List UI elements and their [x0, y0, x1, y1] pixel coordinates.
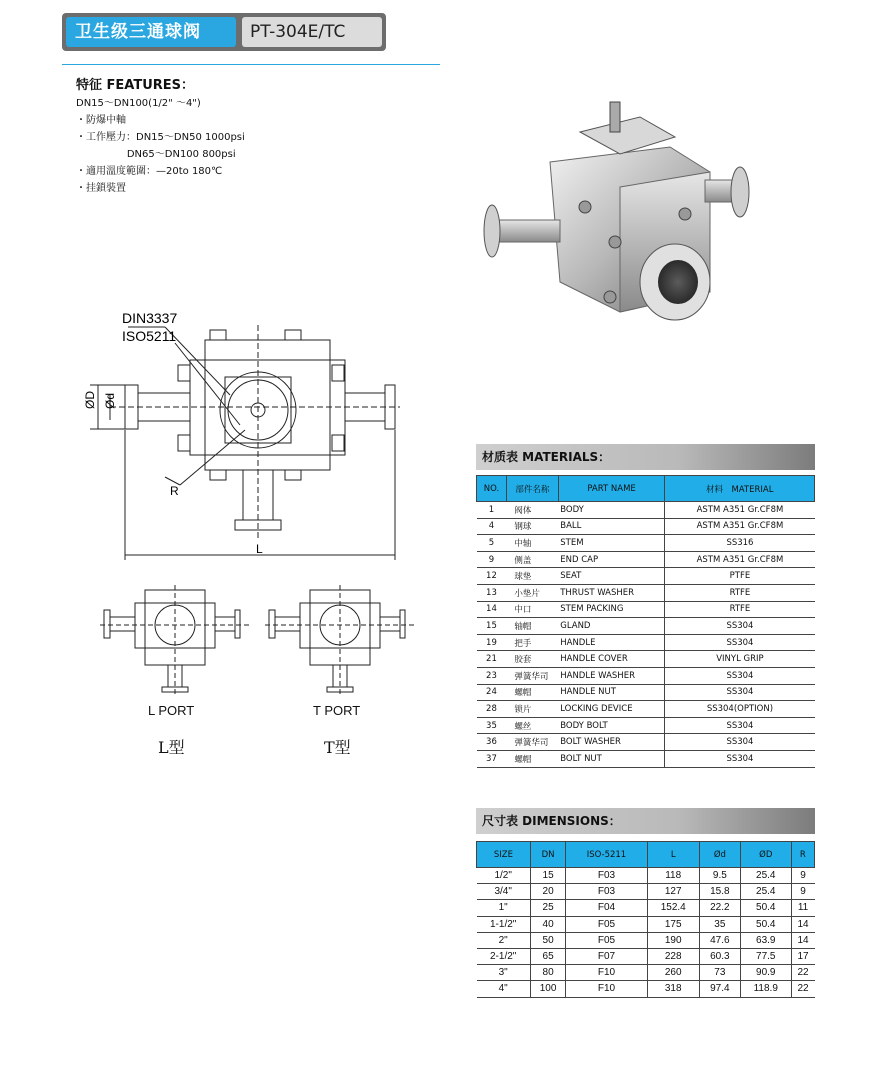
- table-row: [477, 535, 815, 552]
- row-r: 22: [791, 965, 814, 981]
- row-iso: F10: [566, 981, 647, 997]
- row-iso: F07: [566, 948, 647, 964]
- row-part-cn: 中口: [506, 601, 558, 618]
- table-row: [477, 684, 815, 701]
- table-row: [477, 667, 815, 684]
- row-part-cn: 把手: [506, 634, 558, 651]
- row-size: 2": [477, 932, 531, 948]
- row-dn: 15: [530, 868, 565, 884]
- row-part-name: HANDLE NUT: [558, 684, 665, 701]
- table-row: [477, 502, 815, 519]
- row-material: SS304: [665, 684, 815, 701]
- row-part-name: BODY: [558, 502, 665, 519]
- row-d-large: 25.4: [740, 868, 791, 884]
- col-material: 材料 MATERIAL: [665, 476, 815, 502]
- t-port-cn-label: T型: [324, 738, 351, 757]
- row-no: 14: [477, 601, 507, 618]
- feature-line: ・挂鎖裝置: [76, 183, 126, 194]
- row-part-cn: 轴帽: [506, 618, 558, 635]
- row-material: ASTM A351 Gr.CF8M: [665, 551, 815, 568]
- row-l: 190: [647, 932, 699, 948]
- header-divider: [62, 64, 440, 65]
- materials-title: 材质表 MATERIALS：: [476, 444, 815, 470]
- row-material: SS304: [665, 717, 815, 734]
- row-no: 21: [477, 651, 507, 668]
- table-row: [477, 884, 815, 900]
- row-material: RTFE: [665, 601, 815, 618]
- row-r: 14: [791, 916, 814, 932]
- row-d-large: 50.4: [740, 916, 791, 932]
- col-l: L: [647, 842, 699, 868]
- row-l: 260: [647, 965, 699, 981]
- row-d-small: 15.8: [699, 884, 740, 900]
- row-size: 4": [477, 981, 531, 997]
- std-iso: ISO5211: [122, 328, 177, 344]
- row-d-small: 97.4: [699, 981, 740, 997]
- table-row: [477, 651, 815, 668]
- features-title: 特征 FEATURES：: [76, 78, 195, 93]
- model-number: PT-304E/TC: [242, 17, 382, 47]
- table-row: [477, 551, 815, 568]
- col-iso: ISO-5211: [566, 842, 647, 868]
- t-port-label: T PORT: [313, 703, 361, 718]
- row-r: 17: [791, 948, 814, 964]
- feature-line: ・工作壓力：DN15～DN50 1000psi: [76, 132, 245, 143]
- row-material: RTFE: [665, 584, 815, 601]
- table-row: [477, 584, 815, 601]
- row-part-cn: 胶套: [506, 651, 558, 668]
- row-d-small: 60.3: [699, 948, 740, 964]
- row-part-name: BOLT WASHER: [558, 734, 665, 751]
- col-d-large: ØD: [740, 842, 791, 868]
- row-part-name: BODY BOLT: [558, 717, 665, 734]
- dim-d: Ød: [103, 392, 117, 409]
- row-part-cn: 小垫片: [506, 584, 558, 601]
- row-r: 11: [791, 900, 814, 916]
- row-part-cn: 锁片: [506, 701, 558, 718]
- row-part-name: THRUST WASHER: [558, 584, 665, 601]
- row-dn: 40: [530, 916, 565, 932]
- row-no: 36: [477, 734, 507, 751]
- row-size: 1-1/2": [477, 916, 531, 932]
- row-part-name: SEAT: [558, 568, 665, 585]
- dim-L: L: [256, 542, 263, 556]
- row-part-cn: 中轴: [506, 535, 558, 552]
- row-part-name: END CAP: [558, 551, 665, 568]
- table-row: [477, 568, 815, 585]
- row-l: 175: [647, 916, 699, 932]
- row-r: 22: [791, 981, 814, 997]
- table-row: [477, 634, 815, 651]
- dimension-drawing: [70, 305, 410, 575]
- row-d-small: 9.5: [699, 868, 740, 884]
- row-dn: 20: [530, 884, 565, 900]
- row-part-name: HANDLE: [558, 634, 665, 651]
- table-row: [477, 750, 815, 767]
- row-d-small: 22.2: [699, 900, 740, 916]
- row-part-name: BOLT NUT: [558, 750, 665, 767]
- row-size: 1": [477, 900, 531, 916]
- table-row: [477, 948, 815, 964]
- row-material: SS304: [665, 750, 815, 767]
- std-din: DIN3337: [122, 310, 178, 326]
- row-d-large: 118.9: [740, 981, 791, 997]
- row-material: SS304: [665, 734, 815, 751]
- col-part-cn: 部件名称: [506, 476, 558, 502]
- table-row: [477, 618, 815, 635]
- row-no: 15: [477, 618, 507, 635]
- row-size: 3/4": [477, 884, 531, 900]
- l-port-label: L PORT: [148, 703, 195, 718]
- row-material: SS304(OPTION): [665, 701, 815, 718]
- row-iso: F03: [566, 884, 647, 900]
- row-iso: F04: [566, 900, 647, 916]
- row-iso: F05: [566, 932, 647, 948]
- row-material: SS316: [665, 535, 815, 552]
- table-row: [477, 518, 815, 535]
- table-row: [477, 734, 815, 751]
- table-row: [477, 717, 815, 734]
- col-r: R: [791, 842, 814, 868]
- row-material: ASTM A351 Gr.CF8M: [665, 518, 815, 535]
- table-row: [477, 981, 815, 997]
- row-r: 9: [791, 884, 814, 900]
- table-row: [477, 601, 815, 618]
- feature-line: ・適用溫度範圍：—20to 180℃: [76, 166, 223, 177]
- table-row: [477, 900, 815, 916]
- row-dn: 65: [530, 948, 565, 964]
- row-d-small: 35: [699, 916, 740, 932]
- row-material: SS304: [665, 618, 815, 635]
- row-part-cn: 钢球: [506, 518, 558, 535]
- row-part-cn: 螺帽: [506, 750, 558, 767]
- row-part-name: LOCKING DEVICE: [558, 701, 665, 718]
- t-port-drawing: [265, 585, 415, 695]
- row-d-large: 50.4: [740, 900, 791, 916]
- dim-R: R: [170, 484, 179, 498]
- feature-line: ・防爆中軸: [76, 115, 126, 126]
- row-d-large: 90.9: [740, 965, 791, 981]
- row-size: 3": [477, 965, 531, 981]
- col-part-name: PART NAME: [558, 476, 665, 502]
- table-row: [477, 932, 815, 948]
- table-row: [477, 701, 815, 718]
- row-d-small: 47.6: [699, 932, 740, 948]
- row-iso: F05: [566, 916, 647, 932]
- row-dn: 25: [530, 900, 565, 916]
- row-part-cn: 螺帽: [506, 684, 558, 701]
- row-dn: 100: [530, 981, 565, 997]
- product-photo: [470, 92, 770, 342]
- row-part-name: HANDLE COVER: [558, 651, 665, 668]
- row-no: 5: [477, 535, 507, 552]
- row-d-large: 63.9: [740, 932, 791, 948]
- feature-line: DN15～DN100(1/2" ～4"): [76, 98, 201, 109]
- row-no: 13: [477, 584, 507, 601]
- row-l: 118: [647, 868, 699, 884]
- row-material: ASTM A351 Gr.CF8M: [665, 502, 815, 519]
- row-part-cn: 侧盖: [506, 551, 558, 568]
- materials-table: [476, 475, 815, 768]
- row-no: 28: [477, 701, 507, 718]
- row-iso: F10: [566, 965, 647, 981]
- product-title: 卫生级三通球阀: [66, 17, 236, 47]
- row-r: 9: [791, 868, 814, 884]
- row-no: 19: [477, 634, 507, 651]
- row-l: 152.4: [647, 900, 699, 916]
- dimensions-title: 尺寸表 DIMENSIONS：: [476, 808, 815, 834]
- row-l: 318: [647, 981, 699, 997]
- row-part-name: STEM: [558, 535, 665, 552]
- col-no: NO.: [477, 476, 507, 502]
- row-d-large: 77.5: [740, 948, 791, 964]
- row-d-small: 73: [699, 965, 740, 981]
- row-part-cn: 球垫: [506, 568, 558, 585]
- row-material: SS304: [665, 634, 815, 651]
- row-part-name: STEM PACKING: [558, 601, 665, 618]
- row-no: 24: [477, 684, 507, 701]
- col-dn: DN: [530, 842, 565, 868]
- row-part-cn: 弹簧华司: [506, 734, 558, 751]
- l-port-cn-label: L型: [158, 738, 185, 757]
- row-no: 9: [477, 551, 507, 568]
- features-block: [76, 77, 245, 197]
- table-row: [477, 916, 815, 932]
- row-part-cn: 螺丝: [506, 717, 558, 734]
- col-size: SIZE: [477, 842, 531, 868]
- row-no: 35: [477, 717, 507, 734]
- row-size: 2-1/2": [477, 948, 531, 964]
- row-part-name: BALL: [558, 518, 665, 535]
- dimensions-table: [476, 841, 815, 998]
- col-d-small: Ød: [699, 842, 740, 868]
- row-size: 1/2": [477, 868, 531, 884]
- dim-D: ØD: [83, 391, 97, 409]
- row-part-cn: 阀体: [506, 502, 558, 519]
- l-port-drawing: [100, 585, 250, 695]
- row-part-cn: 弹簧华司: [506, 667, 558, 684]
- row-l: 127: [647, 884, 699, 900]
- table-row: [477, 868, 815, 884]
- row-l: 228: [647, 948, 699, 964]
- row-part-name: HANDLE WASHER: [558, 667, 665, 684]
- feature-line: DN65～DN100 800psi: [76, 149, 236, 160]
- row-r: 14: [791, 932, 814, 948]
- row-material: SS304: [665, 667, 815, 684]
- row-iso: F03: [566, 868, 647, 884]
- row-no: 12: [477, 568, 507, 585]
- row-no: 4: [477, 518, 507, 535]
- row-no: 1: [477, 502, 507, 519]
- row-material: PTFE: [665, 568, 815, 585]
- row-dn: 80: [530, 965, 565, 981]
- title-banner: [62, 13, 386, 51]
- row-d-large: 25.4: [740, 884, 791, 900]
- row-part-name: GLAND: [558, 618, 665, 635]
- table-row: [477, 965, 815, 981]
- row-material: VINYL GRIP: [665, 651, 815, 668]
- row-no: 23: [477, 667, 507, 684]
- row-dn: 50: [530, 932, 565, 948]
- row-no: 37: [477, 750, 507, 767]
